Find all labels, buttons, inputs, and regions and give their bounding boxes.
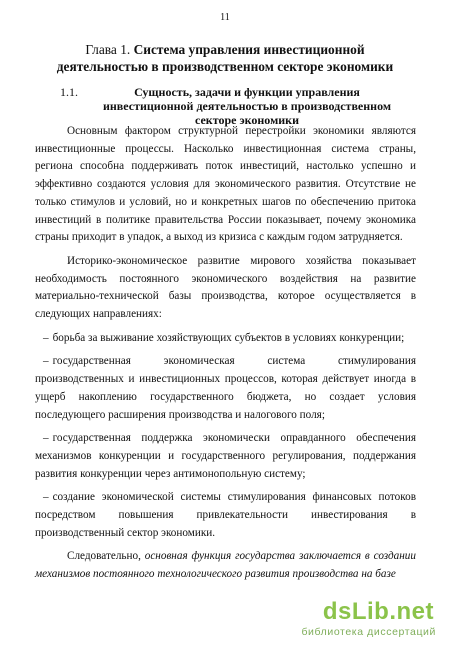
list-item	[35, 489, 416, 542]
chapter-title	[40, 41, 410, 75]
watermark-logo: dsLib.net	[322, 598, 434, 625]
chapter-prefix: Глава 1.	[85, 42, 134, 57]
section-number: 1.1.	[60, 85, 78, 99]
page-number: 11	[220, 12, 230, 23]
list-item-text: борьба за выживание хозяйствующих субъектов в условиях конкуренции;	[52, 331, 405, 344]
section-title: Сущность, задачи и функции управления инвестиционной деятельностью в производственном секторе экономики	[102, 85, 392, 127]
body-text	[35, 123, 416, 590]
paragraph-start: Следовательно,	[67, 550, 145, 563]
chapter-title-text: Система управления инвестиционной деятельностью в производственном секторе экономики	[56, 42, 394, 74]
watermark	[290, 598, 440, 640]
paragraph	[35, 548, 416, 583]
dash-marker: –	[43, 355, 49, 368]
paragraph: Историко-экономическое развитие мирового хозяйства показывает необходимость постоянного экономического воздействия на развитие материально-технической базы производства, которое осуществляется в следующих направлениях:	[35, 254, 416, 321]
dash-marker: –	[43, 491, 49, 504]
list-item-text: государственная поддержка экономически оправданного обеспечения механизмов конкуренции и государственного регулирования, поддержания развития конкуренции через антимонопольную систему;	[35, 432, 416, 480]
list-item	[35, 430, 416, 483]
list-item-text: государственная экономическая система стимулирования производственных и инвестиционных процессов, которая действует иногда в ущерб накоплению государственного бюджета, но создает условия последующего расширения производства и налогового поля;	[35, 355, 416, 421]
list-item	[35, 353, 416, 424]
dash-marker: –	[43, 331, 49, 344]
list-item-text: создание экономической системы стимулирования финансовых потоков посредством повышения привлекательности инвестирования в производственный сектор экономики.	[35, 491, 416, 539]
dash-marker: –	[43, 432, 49, 445]
watermark-subtitle: библиотека диссертаций	[301, 626, 436, 638]
paragraph-italic: основная функция государства заключается в создании механизмов постоянного технологического развития производства на базе	[35, 550, 416, 581]
paragraph: Основным фактором структурной перестройки экономики являются инвестиционные процессы. Насколько инвестиционная система страны, региона способна поддерживать поток инвестиций, настолько успешно и эффективно создаются условия для экономического развития. Отсутствие не только стимулов и условий, но и конкретных шагов по обеспечению притока инвестиций в политике правительства России показывает, почему экономика страны приходит в упадок, а выход из кризиса с каждым годом затрудняется.	[35, 125, 416, 244]
list-item	[35, 330, 416, 348]
